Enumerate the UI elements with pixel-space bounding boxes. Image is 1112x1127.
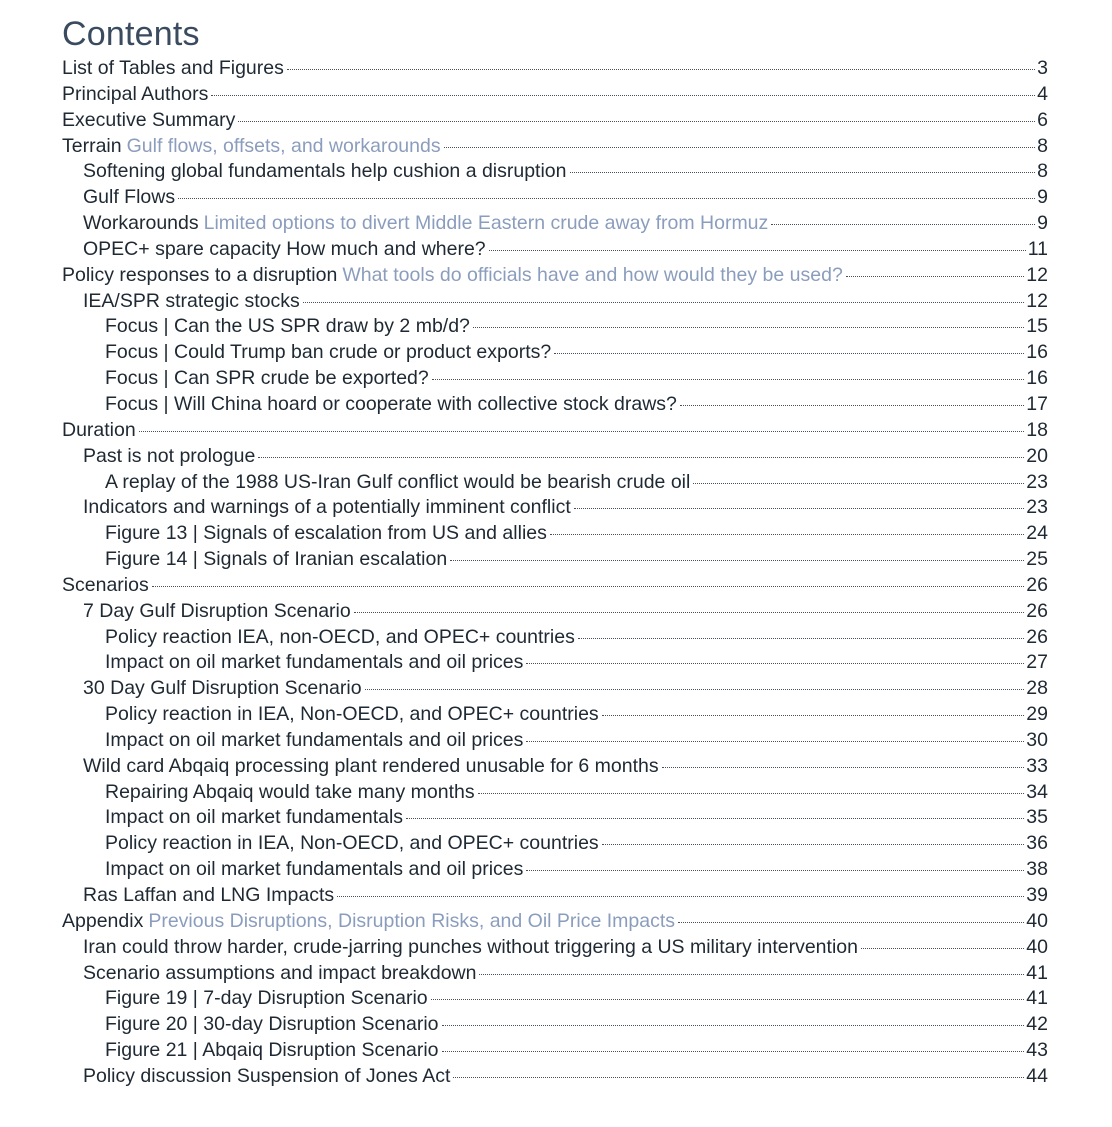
dot-leader: [526, 741, 1024, 742]
toc-entry-title: [62, 134, 441, 160]
page-number: 26: [1026, 599, 1048, 622]
toc-entry[interactable]: [62, 108, 1048, 134]
toc-entry-title-text: Executive Summary: [62, 108, 236, 131]
toc-entry-title: [83, 599, 351, 625]
dot-leader: [238, 121, 1035, 122]
toc-entry[interactable]: [62, 418, 1048, 444]
toc-entry-title-text: Policy reaction IEA, non-OECD, and OPEC+ countries: [105, 625, 575, 648]
table-of-contents: [62, 14, 1048, 1090]
toc-entry-title: [62, 56, 284, 82]
toc-entry-title-text: Figure 14 | Signals of Iranian escalation: [105, 548, 448, 571]
page-number: 28: [1026, 677, 1048, 700]
toc-entry-title: [105, 780, 475, 806]
toc-entry-title: [83, 883, 334, 909]
toc-entry-title: [62, 82, 208, 108]
dot-leader: [526, 663, 1024, 664]
toc-entry-title-text: Focus | Will China hoard or cooperate with collective stock draws?: [105, 392, 677, 415]
page-number: 40: [1026, 935, 1048, 958]
dot-leader: [473, 327, 1024, 328]
toc-entry-title: [83, 676, 362, 702]
toc-entry-title-text: Repairing Abqaiq would take many months: [105, 780, 475, 803]
page-number: 29: [1026, 703, 1048, 726]
toc-entry-title: [83, 495, 571, 521]
toc-entry[interactable]: [62, 159, 1048, 185]
toc-entry[interactable]: [62, 289, 1048, 315]
page-number: 12: [1026, 263, 1048, 286]
page-number: 23: [1026, 496, 1048, 519]
dot-leader: [574, 508, 1025, 509]
toc-entry-subtitle: Gulf flows, offsets, and workarounds: [126, 134, 441, 157]
toc-entry-title: [105, 366, 429, 392]
dot-leader: [680, 405, 1024, 406]
toc-entry-title-text: Past is not prologue: [83, 444, 256, 467]
dot-leader: [450, 560, 1024, 561]
toc-entry-title-text: List of Tables and Figures: [62, 57, 284, 79]
page-number: 16: [1026, 341, 1048, 364]
dot-leader: [406, 818, 1024, 819]
toc-entry-title-text: Focus | Can the US SPR draw by 2 mb/d?: [105, 315, 470, 338]
toc-entry[interactable]: [62, 599, 1048, 625]
page-number: 17: [1026, 392, 1048, 415]
toc-entry-title: [83, 159, 567, 185]
page-number: 6: [1037, 108, 1048, 131]
toc-entry-subtitle: What tools do officials have and how would they be used?: [342, 263, 843, 286]
dot-leader: [489, 250, 1026, 251]
dot-leader: [303, 302, 1025, 303]
toc-entry[interactable]: [62, 237, 1048, 263]
page-number: 4: [1037, 82, 1048, 105]
toc-entry[interactable]: [62, 831, 1048, 857]
page-number: 3: [1037, 57, 1048, 79]
dot-leader: [602, 715, 1025, 716]
toc-entry[interactable]: [62, 702, 1048, 728]
toc-entry-title: [83, 289, 300, 315]
toc-entry-title: [105, 805, 403, 831]
page-number: 15: [1026, 315, 1048, 338]
toc-entry-title-text: Workarounds: [83, 212, 199, 235]
toc-entry-title: [105, 702, 599, 728]
dot-leader: [570, 172, 1036, 173]
dot-leader: [578, 638, 1024, 639]
page-number: 30: [1026, 728, 1048, 751]
toc-entry[interactable]: [62, 650, 1048, 676]
dot-leader: [442, 1051, 1025, 1052]
toc-entry-title-text: Focus | Could Trump ban crude or product exports?: [105, 341, 552, 364]
toc-entry[interactable]: [62, 625, 1048, 651]
toc-entry-subtitle: Previous Disruptions, Disruption Risks, and Oil Price Impacts: [148, 909, 676, 932]
toc-entry-title: [105, 314, 470, 340]
page-number: 44: [1026, 1064, 1048, 1087]
page-number: 26: [1026, 573, 1048, 596]
dot-leader: [211, 95, 1035, 96]
toc-entry[interactable]: [62, 340, 1048, 366]
toc-entry-title-text: Figure 21 | Abqaiq Disruption Scenario: [105, 1039, 439, 1062]
toc-entry-title-text: 30 Day Gulf Disruption Scenario: [83, 677, 362, 700]
dot-leader: [139, 431, 1025, 432]
toc-entry[interactable]: [62, 986, 1048, 1012]
toc-entry-title: [83, 935, 858, 961]
toc-entry-title: [105, 986, 428, 1012]
page-number: 23: [1026, 470, 1048, 493]
toc-entry-title: [105, 521, 547, 547]
dot-leader: [846, 276, 1025, 277]
dot-leader: [554, 353, 1024, 354]
dot-leader: [662, 767, 1025, 768]
toc-entry-title: [83, 961, 476, 987]
toc-entry-title-text: Wild card Abqaiq processing plant rendered unusable for 6 months: [83, 754, 659, 777]
toc-entry[interactable]: [62, 805, 1048, 831]
dot-leader: [771, 224, 1035, 225]
toc-entry[interactable]: [62, 1064, 1048, 1090]
toc-entry-title-text: Focus | Can SPR crude be exported?: [105, 367, 429, 390]
toc-entry[interactable]: [62, 909, 1048, 935]
toc-entry-title: [83, 444, 255, 470]
toc-entry-title-text: 7 Day Gulf Disruption Scenario: [83, 599, 351, 622]
dot-leader: [354, 612, 1025, 613]
page-number: 39: [1026, 884, 1048, 906]
dot-leader: [442, 1025, 1025, 1026]
page-number: 9: [1037, 212, 1048, 235]
toc-entry-title-text: Softening global fundamentals help cushion a disruption: [83, 160, 567, 183]
toc-entry[interactable]: [62, 185, 1048, 211]
dot-leader: [602, 844, 1025, 845]
toc-entry-title-text: Principal Authors: [62, 82, 209, 105]
page-number: 8: [1037, 134, 1048, 157]
toc-entry-title: [105, 728, 523, 754]
toc-entry[interactable]: [62, 495, 1048, 521]
toc-entry-title-text: Indicators and warnings of a potentially imminent conflict: [83, 496, 571, 519]
dot-leader: [152, 586, 1025, 587]
toc-entry[interactable]: [62, 444, 1048, 470]
toc-entry-title-text: Duration: [62, 418, 136, 441]
toc-entry-title-text: Figure 13 | Signals of escalation from US and allies: [105, 522, 547, 545]
dot-leader: [526, 870, 1024, 871]
toc-entry[interactable]: [62, 82, 1048, 108]
page-number: 9: [1037, 186, 1048, 209]
toc-entry-title-text: Figure 19 | 7-day Disruption Scenario: [105, 987, 428, 1010]
toc-entry-title: [105, 392, 677, 418]
dot-leader: [178, 198, 1035, 199]
page-number: 38: [1026, 858, 1048, 881]
dot-leader: [550, 534, 1024, 535]
dot-leader: [861, 948, 1024, 949]
toc-entry-title-text: IEA/SPR strategic stocks: [83, 289, 300, 312]
toc-entry-title-text: A replay of the 1988 US-Iran Gulf conflict would be bearish crude oil: [105, 470, 691, 493]
page-number: 33: [1026, 754, 1048, 777]
toc-entry[interactable]: [62, 392, 1048, 418]
page-number: 26: [1026, 625, 1048, 648]
page-number: 24: [1026, 522, 1048, 545]
toc-entry-title-text: Policy responses to a disruption: [62, 263, 338, 286]
toc-entry[interactable]: [62, 883, 1048, 909]
toc-entry[interactable]: [62, 521, 1048, 547]
dot-leader: [479, 974, 1024, 975]
toc-entry[interactable]: [62, 676, 1048, 702]
page-number: 25: [1026, 548, 1048, 571]
page-number: 41: [1026, 987, 1048, 1010]
toc-entry-title: [62, 909, 675, 935]
toc-entry[interactable]: [62, 935, 1048, 961]
toc-entry-title-text: Policy discussion Suspension of Jones Act: [83, 1064, 451, 1087]
toc-list: [62, 56, 1048, 1090]
toc-entry[interactable]: [62, 728, 1048, 754]
page-number: 11: [1027, 237, 1048, 260]
toc-entry-title-text: Iran could throw harder, crude-jarring punches without triggering a US military intervention: [83, 935, 858, 958]
page-number: 18: [1026, 418, 1048, 441]
page-title: Contents: [62, 15, 200, 53]
toc-entry[interactable]: [62, 263, 1048, 289]
toc-entry-title: [105, 470, 690, 496]
toc-entry-title: [105, 1012, 439, 1038]
toc-entry-title-text: Terrain: [62, 134, 122, 157]
toc-entry-title-text: Impact on oil market fundamentals: [105, 806, 404, 829]
toc-entry-title-text: Appendix: [62, 909, 144, 932]
page-number: 41: [1026, 961, 1048, 984]
dot-leader: [444, 147, 1036, 148]
toc-entry[interactable]: [62, 857, 1048, 883]
toc-entry-title: [83, 237, 486, 263]
toc-entry-title-text: Impact on oil market fundamentals and oil prices: [105, 728, 524, 751]
toc-entry[interactable]: [62, 754, 1048, 780]
toc-entry-title-text: Impact on oil market fundamentals and oil prices: [105, 651, 524, 674]
page-number: 12: [1026, 289, 1048, 312]
toc-entry-subtitle: Limited options to divert Middle Eastern crude away from Hormuz: [203, 212, 769, 235]
toc-entry[interactable]: [62, 1012, 1048, 1038]
dot-leader: [478, 793, 1025, 794]
toc-entry[interactable]: [62, 211, 1048, 237]
toc-entry-title: [105, 650, 523, 676]
toc-entry[interactable]: [62, 547, 1048, 573]
toc-entry-title: [105, 1038, 439, 1064]
dot-leader: [337, 896, 1024, 897]
dot-leader: [258, 457, 1024, 458]
toc-entry-title: [62, 573, 149, 599]
page-number: 20: [1026, 444, 1048, 467]
dot-leader: [287, 69, 1035, 70]
toc-entry[interactable]: [62, 56, 1048, 82]
toc-entry-title: [105, 857, 523, 883]
toc-entry[interactable]: [62, 573, 1048, 599]
dot-leader: [365, 689, 1025, 690]
toc-entry-title-text: Policy reaction in IEA, Non-OECD, and OPEC+ countries: [105, 832, 599, 855]
toc-entry-title: [62, 263, 843, 289]
dot-leader: [431, 999, 1025, 1000]
toc-entry-title: [83, 1064, 450, 1090]
toc-entry[interactable]: [62, 314, 1048, 340]
toc-entry-title-text: Figure 20 | 30-day Disruption Scenario: [105, 1013, 439, 1036]
page-number: 34: [1026, 780, 1048, 803]
toc-entry[interactable]: [62, 366, 1048, 392]
page-number: 36: [1026, 832, 1048, 855]
toc-entry-title: [62, 108, 235, 134]
toc-entry-title-text: Ras Laffan and LNG Impacts: [83, 884, 335, 906]
toc-entry-title: [105, 340, 551, 366]
page-number: 27: [1026, 651, 1048, 674]
dot-leader: [678, 922, 1024, 923]
page-number: 16: [1026, 367, 1048, 390]
page-number: 40: [1026, 909, 1048, 932]
toc-entry-title-text: Scenario assumptions and impact breakdown: [83, 961, 477, 984]
toc-entry-title: [83, 754, 659, 780]
toc-entry-title: [105, 547, 447, 573]
toc-entry-title: [105, 831, 599, 857]
dot-leader: [693, 483, 1024, 484]
toc-entry-title-text: Scenarios: [62, 573, 149, 596]
toc-entry-title: [62, 418, 136, 444]
toc-entry[interactable]: [62, 134, 1048, 160]
toc-entry-title-text: Gulf Flows: [83, 186, 176, 209]
toc-entry[interactable]: [62, 470, 1048, 496]
page-number: 8: [1037, 160, 1048, 183]
toc-entry-title-text: Policy reaction in IEA, Non-OECD, and OPEC+ countries: [105, 703, 599, 726]
toc-entry-title-text: OPEC+ spare capacity How much and where?: [83, 237, 486, 260]
toc-entry[interactable]: [62, 961, 1048, 987]
toc-entry[interactable]: [62, 780, 1048, 806]
page-number: 43: [1026, 1039, 1048, 1062]
toc-entry-title-text: Impact on oil market fundamentals and oil prices: [105, 858, 524, 881]
page-number: 42: [1026, 1013, 1048, 1036]
dot-leader: [453, 1077, 1024, 1078]
page-number: 35: [1026, 806, 1048, 829]
toc-entry[interactable]: [62, 1038, 1048, 1064]
toc-entry-title: [83, 211, 768, 237]
toc-entry-title: [105, 625, 575, 651]
dot-leader: [432, 379, 1025, 380]
toc-entry-title: [83, 185, 175, 211]
